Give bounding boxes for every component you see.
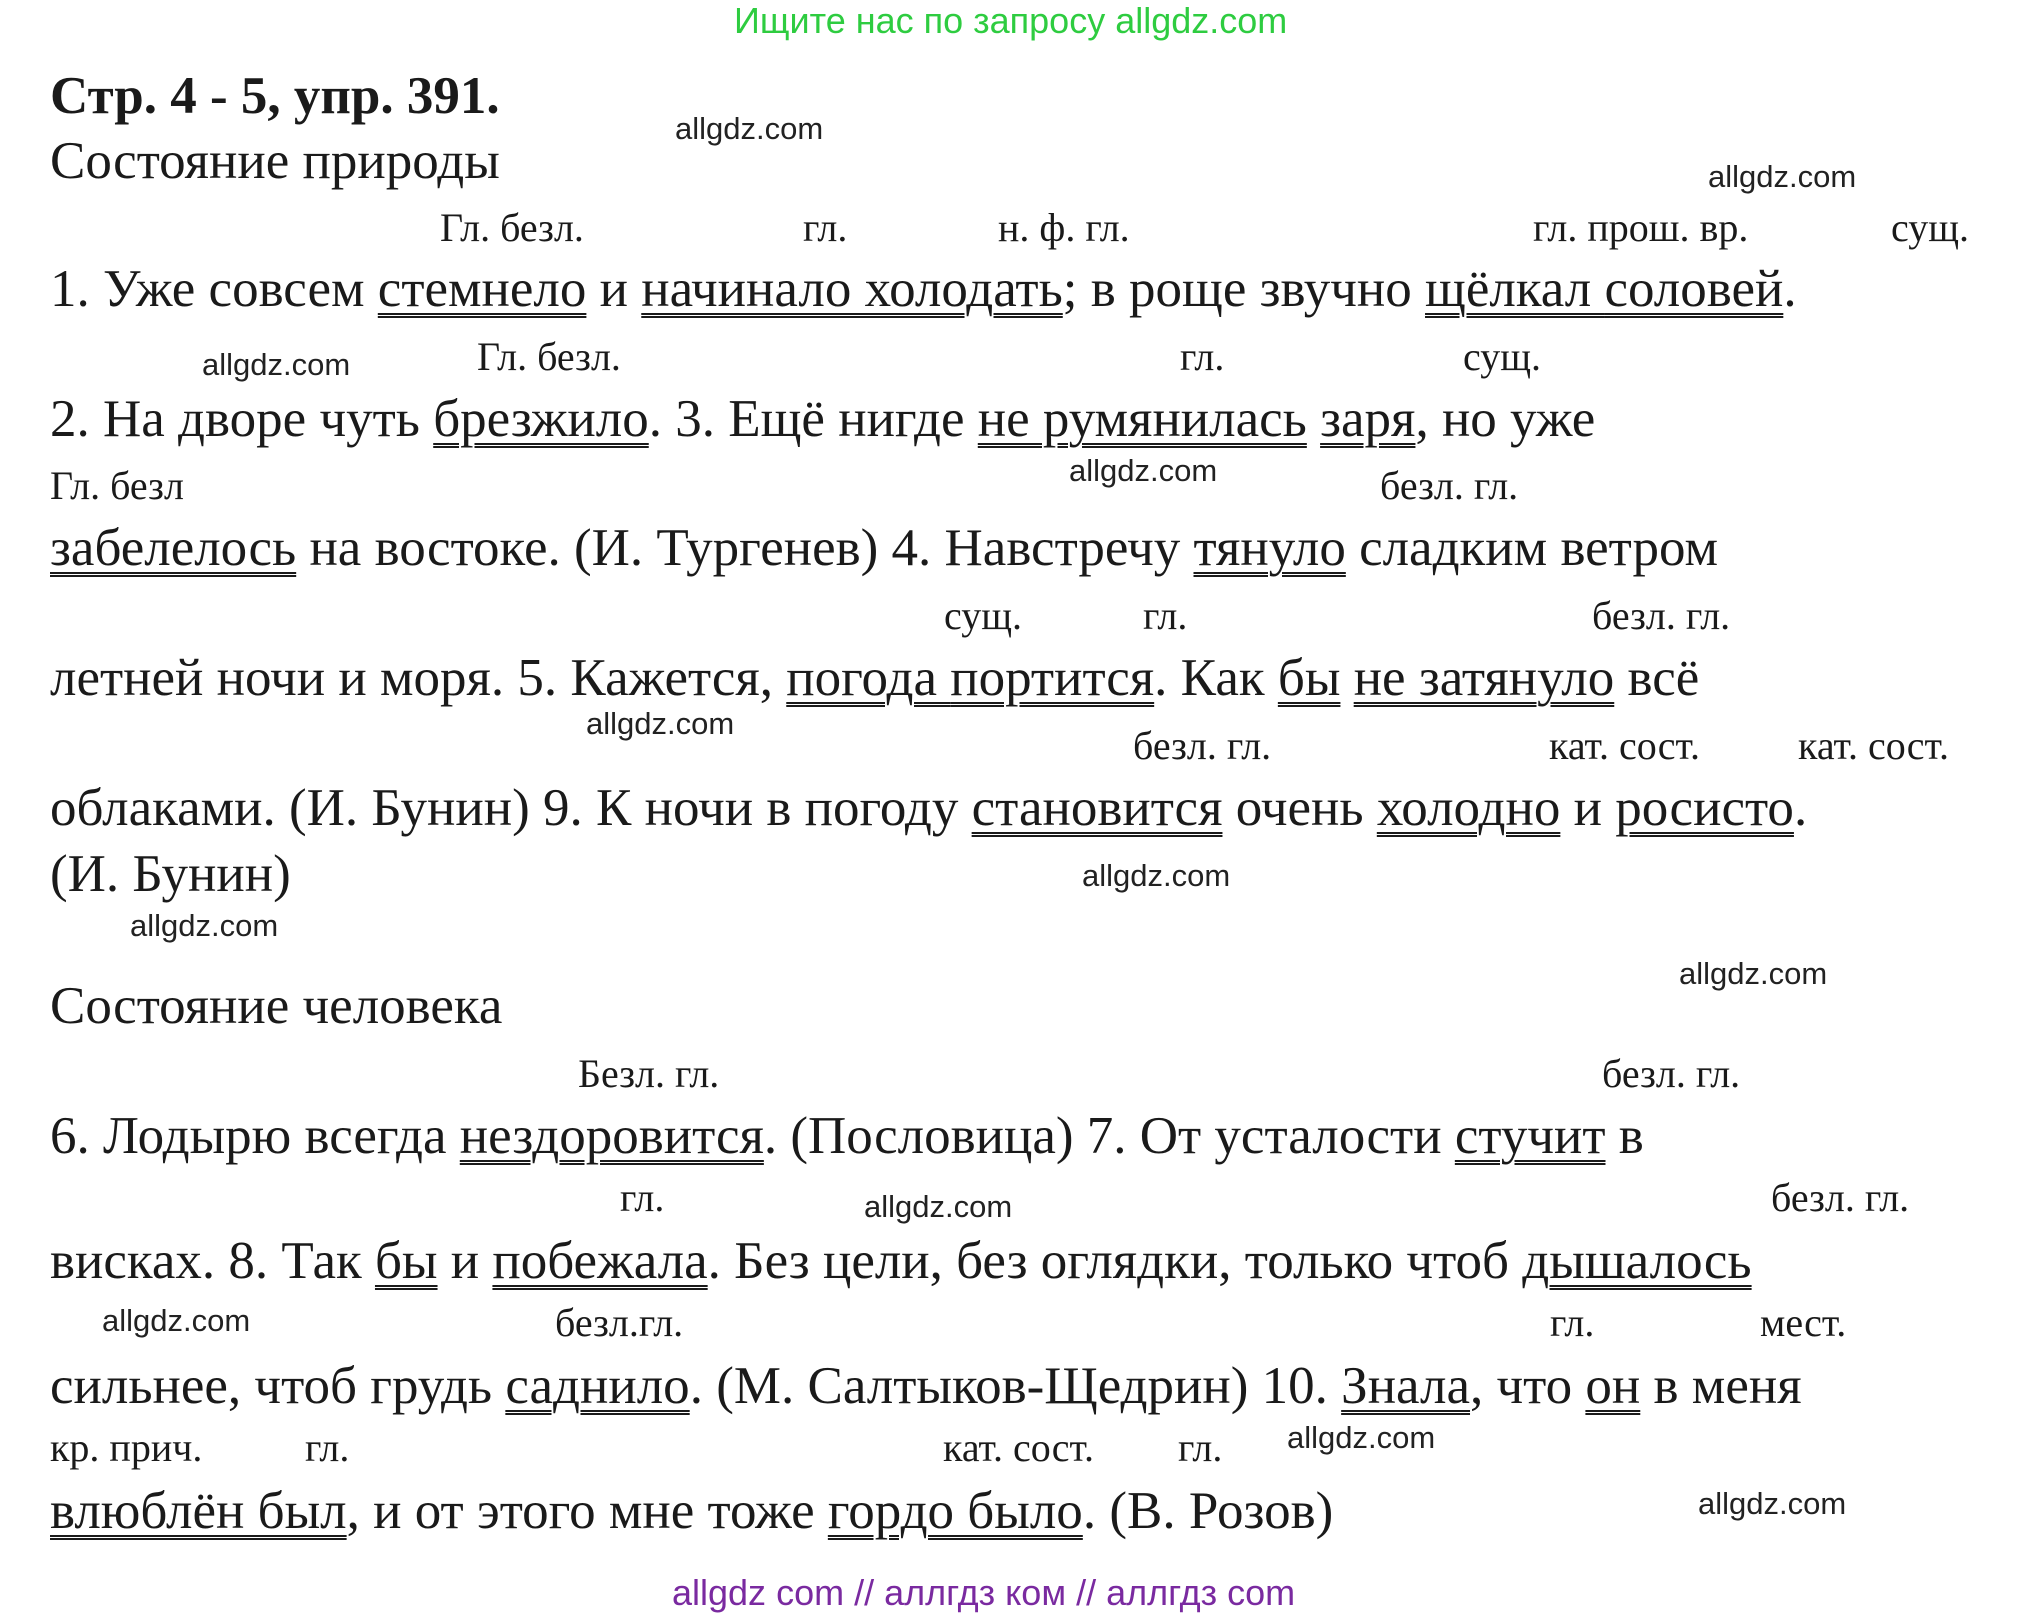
sentence-text: ; в роще звучно bbox=[1062, 260, 1426, 318]
annotation: кат. сост. bbox=[1549, 723, 1700, 768]
text-line bbox=[50, 649, 1700, 707]
sentence-text: . 3. Ещё нигде bbox=[648, 390, 978, 448]
watermark: allgdz.com bbox=[1069, 453, 1218, 488]
sentence-text: летней ночи и моря. 5. Кажется, bbox=[50, 649, 787, 707]
sentence-text: сладким ветром bbox=[1345, 519, 1719, 577]
sentence-text: , и от этого мне тоже bbox=[346, 1482, 828, 1540]
footer-links: allgdz com // аллгдз ком // аллгдз com bbox=[672, 1572, 1296, 1613]
sentence-text: . bbox=[1783, 260, 1797, 318]
annotation: гл. bbox=[1178, 1425, 1223, 1470]
underlined-word: холодно bbox=[1376, 779, 1561, 837]
annotation: кр. прич. bbox=[50, 1425, 203, 1470]
underlined-word: бы bbox=[1277, 649, 1341, 707]
annotation: гл. bbox=[1180, 334, 1225, 379]
sentence-text: 6. Лодырю всегда bbox=[50, 1107, 460, 1165]
sentence-text bbox=[1307, 390, 1320, 448]
underlined-word: погода bbox=[786, 649, 951, 707]
sentence-text: очень bbox=[1222, 779, 1377, 837]
watermark: allgdz.com bbox=[1679, 956, 1828, 991]
annotation: безл. гл. bbox=[1771, 1175, 1910, 1220]
underlined-word: забелелось bbox=[50, 519, 297, 577]
underlined-word: тянуло bbox=[1193, 519, 1346, 577]
annotation: гл. bbox=[305, 1425, 350, 1470]
sentence-text: висках. 8. Так bbox=[50, 1232, 375, 1290]
annotation: Гл. безл. bbox=[477, 334, 621, 379]
text-line bbox=[50, 1232, 1752, 1290]
annotation: Гл. безл bbox=[50, 463, 184, 508]
sentence-text: и bbox=[1560, 779, 1616, 837]
sentence-text: сильнее, чтоб грудь bbox=[50, 1357, 506, 1415]
sentence-text: , но уже bbox=[1415, 390, 1596, 448]
sentence-text: (И. Бунин) bbox=[50, 845, 291, 903]
underlined-word: Знала bbox=[1341, 1357, 1471, 1415]
underlined-word: соловей bbox=[1604, 260, 1784, 318]
annotation: мест. bbox=[1760, 1300, 1847, 1345]
underlined-word: не румянилась bbox=[977, 390, 1307, 448]
underlined-word: портится bbox=[950, 649, 1155, 707]
page-title: Стр. 4 - 5, упр. 391. bbox=[50, 67, 500, 125]
section-heading-nature: Состояние природы bbox=[50, 132, 500, 190]
annotation: сущ. bbox=[944, 593, 1023, 638]
sentence-text: 1. Уже совсем bbox=[50, 260, 378, 318]
annotation: гл. bbox=[1550, 1300, 1595, 1345]
sentence-text: на востоке. (И. Тургенев) 4. Навстречу bbox=[296, 519, 1194, 577]
annotation: кат. сост. bbox=[1798, 723, 1949, 768]
underlined-word: влюблён был bbox=[50, 1482, 347, 1540]
watermark: allgdz.com bbox=[1082, 858, 1231, 893]
watermark: allgdz.com bbox=[1287, 1420, 1436, 1455]
underlined-word: щёлкал bbox=[1425, 260, 1605, 318]
annotation: сущ. bbox=[1463, 334, 1542, 379]
underlined-word: побежала bbox=[492, 1232, 708, 1290]
watermark: allgdz.com bbox=[1698, 1486, 1847, 1521]
underlined-word: не затянуло bbox=[1353, 649, 1615, 707]
sentence-text: в меня bbox=[1640, 1357, 1802, 1415]
watermark: allgdz.com bbox=[586, 706, 735, 741]
annotation: кат. сост. bbox=[943, 1425, 1094, 1470]
underlined-word: он bbox=[1585, 1357, 1641, 1415]
annotation: безл. гл. bbox=[1133, 723, 1272, 768]
search-banner: Ищите нас по запросу allgdz.com bbox=[734, 0, 1288, 41]
text-line bbox=[50, 1107, 1644, 1165]
annotation: безл. гл. bbox=[1602, 1051, 1741, 1096]
underlined-word: начинало холодать bbox=[641, 260, 1063, 318]
watermark: allgdz.com bbox=[102, 1303, 251, 1338]
underlined-word: брезжило bbox=[433, 390, 649, 448]
sentence-text: всё bbox=[1614, 649, 1700, 707]
sentence-text: и bbox=[586, 260, 642, 318]
annotation: гл. bbox=[1143, 593, 1188, 638]
annotation: Безл. гл. bbox=[578, 1051, 720, 1096]
underlined-word: дышалось bbox=[1522, 1232, 1752, 1290]
sentence-text: . Как bbox=[1154, 649, 1278, 707]
text-line bbox=[50, 519, 1719, 577]
annotation: н. ф. гл. bbox=[998, 205, 1130, 250]
annotation: гл. bbox=[803, 205, 848, 250]
sentence-text: . bbox=[1793, 779, 1808, 837]
text-line bbox=[50, 390, 1596, 448]
underlined-word: стучит bbox=[1454, 1107, 1606, 1165]
annotation: Гл. безл. bbox=[440, 205, 584, 250]
watermark: allgdz.com bbox=[130, 908, 279, 943]
sentence-text: . (М. Салтыков-Щедрин) 10. bbox=[689, 1357, 1342, 1415]
watermark: allgdz.com bbox=[675, 111, 824, 146]
sentence-text: облаками. (И. Бунин) 9. К ночи в погоду bbox=[50, 779, 972, 837]
sentence-text: и bbox=[437, 1232, 493, 1290]
sentence-text: . Без цели, без оглядки, только чтоб bbox=[707, 1232, 1523, 1290]
underlined-word: стемнело bbox=[377, 260, 587, 318]
sentence-text: 2. На дворе чуть bbox=[50, 390, 434, 448]
annotation: безл.гл. bbox=[555, 1300, 684, 1345]
text-line bbox=[50, 779, 1808, 837]
watermark: allgdz.com bbox=[1708, 159, 1857, 194]
annotation: гл. прош. вр. bbox=[1533, 205, 1749, 250]
text-line bbox=[50, 845, 291, 903]
underlined-word: росисто bbox=[1615, 779, 1794, 837]
underlined-word: бы bbox=[374, 1232, 438, 1290]
sentence-text bbox=[1340, 649, 1353, 707]
sentence-text: , что bbox=[1470, 1357, 1586, 1415]
annotation: гл. bbox=[620, 1175, 665, 1220]
annotation: безл. гл. bbox=[1592, 593, 1731, 638]
underlined-word: гордо было bbox=[827, 1482, 1083, 1540]
underlined-word: заря bbox=[1320, 390, 1416, 448]
annotation: сущ. bbox=[1891, 205, 1970, 250]
text-line bbox=[50, 1482, 1334, 1540]
underlined-word: саднило bbox=[505, 1357, 690, 1415]
watermark: allgdz.com bbox=[202, 347, 351, 382]
text-line bbox=[50, 260, 1797, 318]
text-line bbox=[50, 1357, 1802, 1415]
section-heading-human: Состояние человека bbox=[50, 977, 503, 1035]
underlined-word: нездоровится bbox=[459, 1107, 764, 1165]
annotation: безл. гл. bbox=[1380, 463, 1519, 508]
underlined-word: становится bbox=[971, 779, 1223, 837]
sentence-text: . (Пословица) 7. От усталости bbox=[763, 1107, 1455, 1165]
watermark: allgdz.com bbox=[864, 1189, 1013, 1224]
sentence-text: в bbox=[1605, 1107, 1644, 1165]
sentence-text: . (В. Розов) bbox=[1082, 1482, 1334, 1540]
